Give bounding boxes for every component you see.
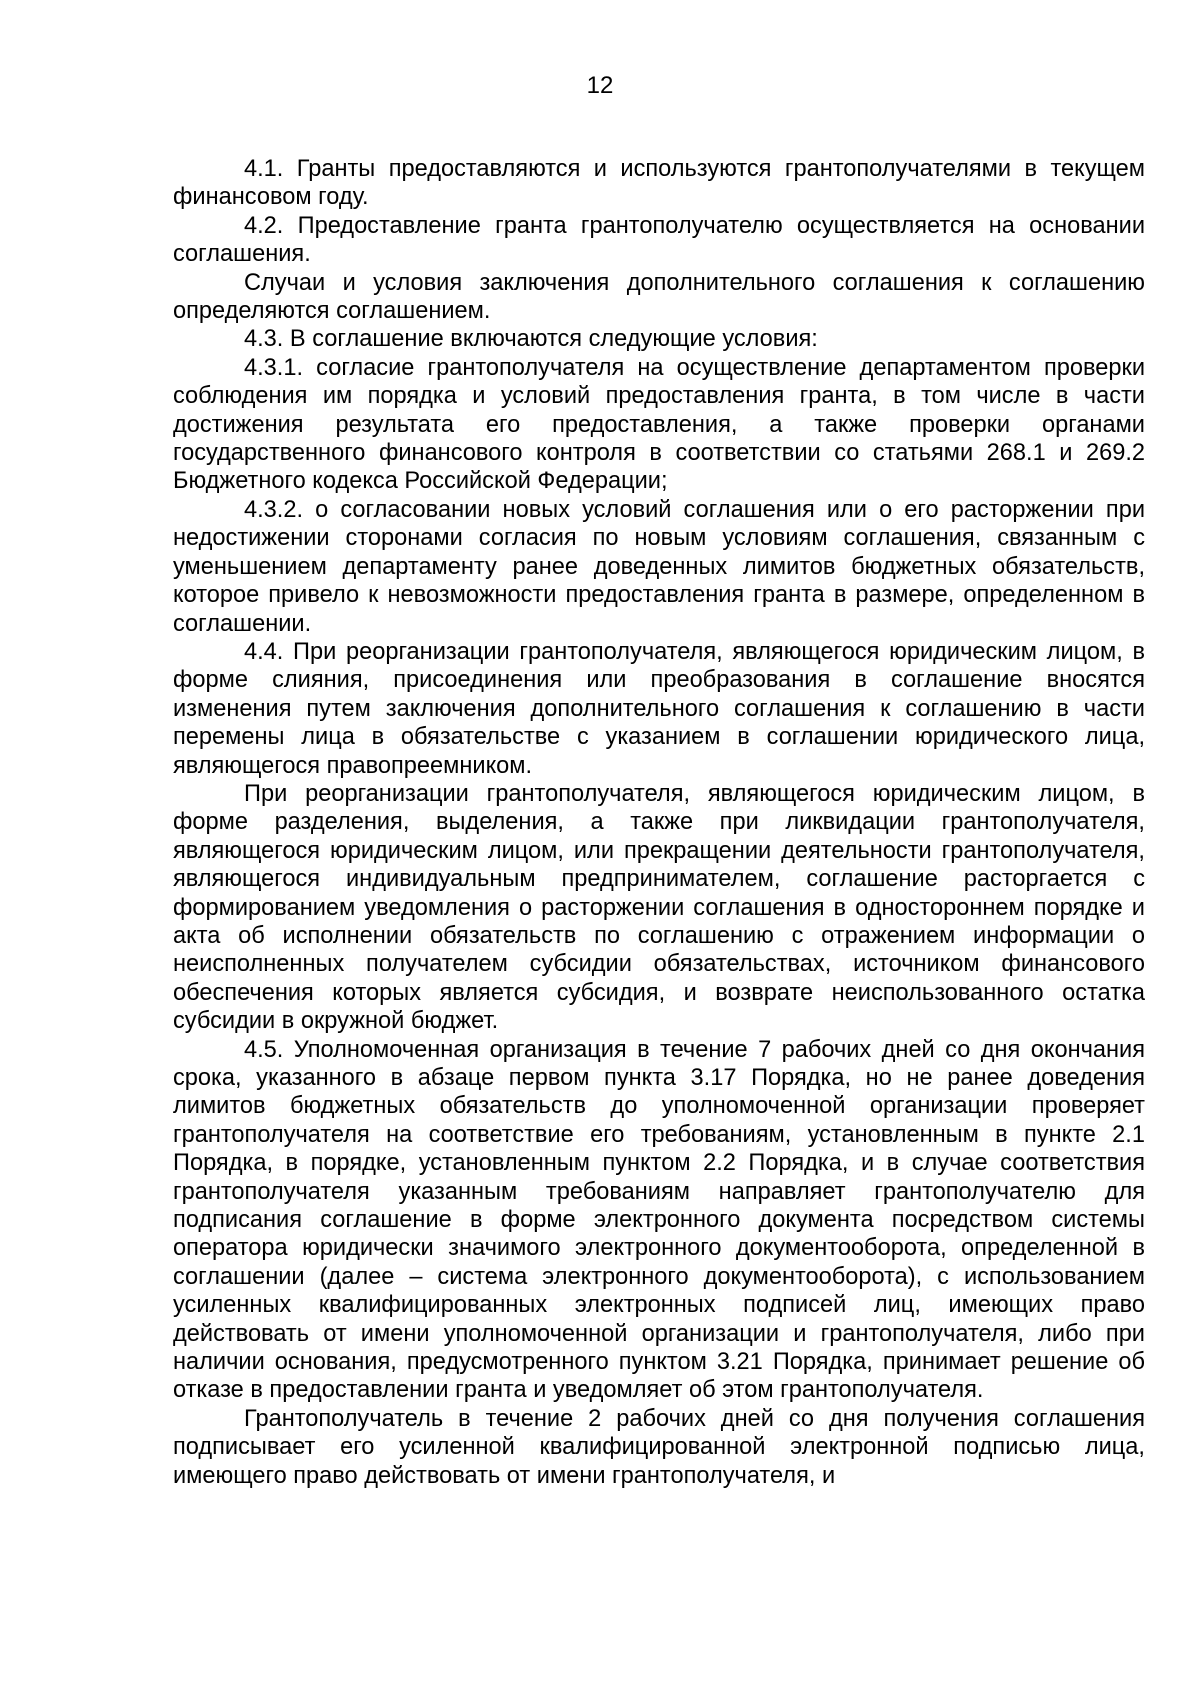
paragraph-4-1: 4.1. Гранты предоставляются и используются грантополучателями в текущем финансовом году.: [173, 156, 1145, 211]
paragraph-additional-agreement-cases: Случаи и условия заключения дополнительного соглашения к соглашению определяются соглашением.: [173, 269, 1145, 325]
paragraph-4-4: 4.4. При реорганизации грантополучателя, являющегося юридическим лицом, в форме слияния, присоединения или преобразования в соглашение вносятся изменения путем заключения дополнительного соглашения к соглашению в части перемены лица в обязательстве с указанием в соглашении юридического лица, являющегося правопреемником.: [173, 638, 1145, 779]
paragraph-grantee-signing: Грантополучатель в течение 2 рабочих дней со дня получения соглашения подписывает его усиленной квалифицированной электронной подписью лица, имеющего право действовать от имени грантополучателя, и: [173, 1405, 1145, 1489]
document-body: [173, 155, 1145, 1490]
page-number: 12: [586, 72, 614, 99]
paragraph-4-2: 4.2. Предоставление гранта грантополучателю осуществляется на основании соглашения.: [173, 212, 1145, 268]
paragraph-4-5: 4.5. Уполномоченная организация в течение 7 рабочих дней со дня окончания срока, указанного в абзаце первом пункта 3.17 Порядка, но не ранее доведения лимитов бюджетных обязательств до уполномоченной организации проверяет грантополучателя на соответствие его требованиям, установленным в пункте 2.1 Порядка, в порядке, установленным пунктом 2.2 Порядка, и в случае соответствия грантополучателя указанным требованиям направляет грантополучателю для подписания соглашение в форме электронного документа посредством системы оператора юридически значимого электронного документооборота, определенной в соглашении (далее – система электронного документооборота), с использованием усиленных квалифицированных электронных подписей лиц, имеющих право действовать от имени уполномоченной организации и грантополучателя, либо при наличии основания, предусмотренного пунктом 3.21 Порядка, принимает решение об отказе в предоставлении гранта и уведомляет об этом грантополучателя.: [173, 1036, 1145, 1404]
paragraph-4-3-2: 4.3.2. о согласовании новых условий соглашения или о его расторжении при недостижении сторонами согласия по новым условиям соглашения, связанным с уменьшением департаменту ранее доведенных лимитов бюджетных обязательств, которое привело к невозможности предоставления гранта в размере, определенном в соглашении.: [173, 496, 1145, 637]
paragraph-4-3: 4.3. В соглашение включаются следующие условия:: [244, 326, 818, 353]
paragraph-reorganization-termination: При реорганизации грантополучателя, являющегося юридическим лицом, в форме разделения, выделения, а также при ликвидации грантополучателя, являющегося юридическим лицом, или прекращении деятельности грантополучателя, являющегося индивидуальным предпринимателем, соглашение расторгается с формированием уведомления о расторжении соглашения в одностороннем порядке и акта об исполнении обязательств по соглашению с отражением информации о неисполненных получателем субсидии обязательствах, источником финансового обеспечения которых является субсидия, и возврате неиспользованного остатка субсидии в окружной бюджет.: [173, 780, 1145, 1035]
paragraph-4-3-1: 4.3.1. согласие грантополучателя на осуществление департаментом проверки соблюдения им порядка и условий предоставления гранта, в том числе в части достижения результата его предоставления, а также проверки органами государственного финансового контроля в соответствии со статьями 268.1 и 269.2 Бюджетного кодекса Российской Федерации;: [173, 354, 1145, 495]
